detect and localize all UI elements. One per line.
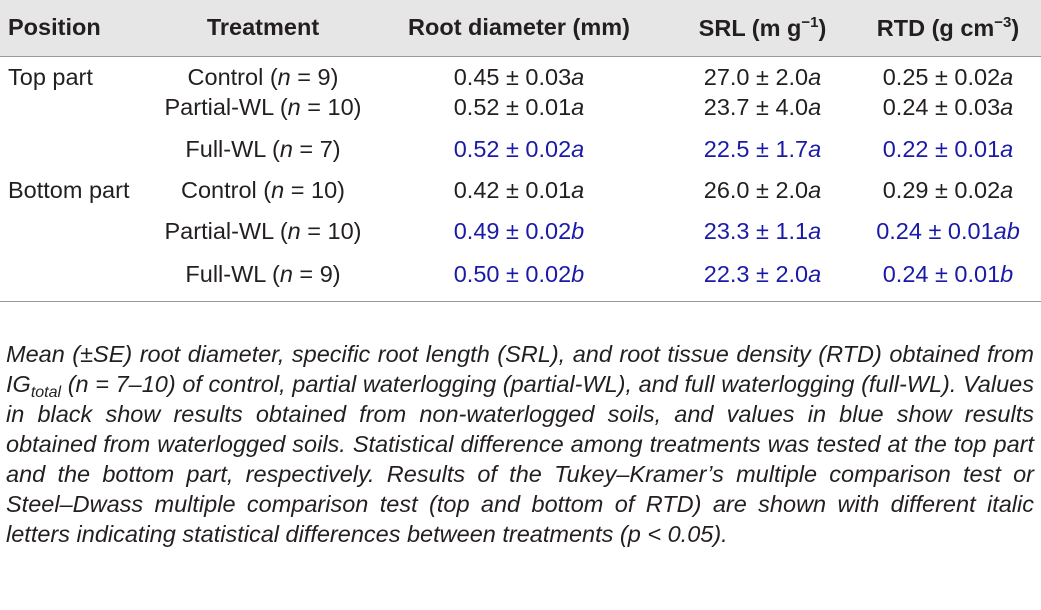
header-srl-exponent: −1 bbox=[801, 14, 819, 32]
cell-srl: 22.3 ± 2.0a bbox=[703, 260, 822, 287]
bottom-rule bbox=[0, 301, 1041, 302]
cell-position: Bottom part bbox=[8, 176, 130, 203]
cell-treatment: Full-WL (n = 9) bbox=[185, 260, 341, 287]
header-root-diameter: Root diameter (mm) bbox=[408, 14, 630, 40]
cell-treatment: Partial-WL (n = 10) bbox=[164, 217, 362, 244]
cell-root-diameter: 0.50 ± 0.02b bbox=[453, 260, 585, 287]
cell-rtd: 0.29 ± 0.02a bbox=[882, 176, 1014, 203]
cell-rtd: 0.24 ± 0.01b bbox=[882, 260, 1014, 287]
caption-part2: (n = 7–10) of control, partial waterlogging (partial-WL), and full waterlogging (full-WL). Values in black show results obtained from non-waterlogged soils, and values in blue show results obtained from waterlogged soils. Statistical difference among treatments was tested at the top part and the bottom part, respectively. Results of the Tukey–Kramer’s multiple comparison test or Steel–Dwass multiple comparison test (top and bottom of RTD) are shown with different italic letters indicating statistical differences between treatments (p < 0.05). bbox=[6, 370, 1034, 547]
caption-part1: Mean (±SE) root diameter, specific root length (SRL), and root tissue density (RTD) obtained from IG bbox=[6, 340, 1034, 397]
cell-root-diameter: 0.52 ± 0.02a bbox=[453, 135, 585, 162]
cell-treatment: Control (n = 9) bbox=[187, 63, 339, 90]
table-row bbox=[0, 255, 1041, 301]
cell-rtd: 0.24 ± 0.03a bbox=[882, 93, 1014, 120]
cell-position: Top part bbox=[8, 63, 93, 90]
header-treatment: Treatment bbox=[206, 14, 320, 40]
cell-position bbox=[0, 121, 158, 173]
header-position: Position bbox=[8, 14, 101, 40]
cell-srl: 23.7 ± 4.0a bbox=[703, 93, 822, 120]
header-rtd-exponent: −3 bbox=[994, 14, 1012, 32]
table-caption bbox=[6, 339, 1034, 549]
table-row bbox=[0, 209, 1041, 255]
cell-srl: 26.0 ± 2.0a bbox=[703, 176, 822, 203]
header-rtd bbox=[855, 0, 1041, 56]
cell-root-diameter: 0.42 ± 0.01a bbox=[453, 176, 585, 203]
cell-treatment: Control (n = 10) bbox=[181, 176, 345, 203]
cell-rtd: 0.25 ± 0.02a bbox=[882, 63, 1014, 90]
table-row bbox=[0, 173, 1041, 209]
table-header bbox=[0, 0, 1041, 56]
header-srl-label: SRL (m g bbox=[698, 14, 802, 41]
header-srl bbox=[670, 0, 855, 56]
cell-position bbox=[0, 95, 158, 121]
cell-position bbox=[0, 209, 158, 255]
cell-position bbox=[0, 255, 158, 301]
cell-root-diameter: 0.49 ± 0.02b bbox=[453, 217, 585, 244]
table-row bbox=[0, 95, 1041, 121]
cell-srl: 23.3 ± 1.1a bbox=[703, 217, 822, 244]
results-table bbox=[0, 0, 1041, 302]
cell-treatment: Partial-WL (n = 10) bbox=[164, 93, 362, 120]
table-row bbox=[0, 121, 1041, 173]
cell-rtd: 0.24 ± 0.01ab bbox=[876, 217, 1020, 244]
header-srl-close: ) bbox=[818, 14, 827, 41]
cell-root-diameter: 0.52 ± 0.01a bbox=[453, 93, 585, 120]
table-row bbox=[0, 57, 1041, 95]
cell-srl: 22.5 ± 1.7a bbox=[703, 135, 822, 162]
cell-treatment: Full-WL (n = 7) bbox=[185, 135, 341, 162]
cell-root-diameter: 0.45 ± 0.03a bbox=[453, 63, 585, 90]
header-rtd-label: RTD (g cm bbox=[876, 14, 995, 41]
caption-subscript: total bbox=[30, 383, 62, 401]
cell-srl: 27.0 ± 2.0a bbox=[703, 63, 822, 90]
cell-rtd: 0.22 ± 0.01a bbox=[882, 135, 1014, 162]
header-rtd-close: ) bbox=[1011, 14, 1020, 41]
table-body bbox=[0, 56, 1041, 301]
header-row bbox=[0, 0, 1041, 56]
